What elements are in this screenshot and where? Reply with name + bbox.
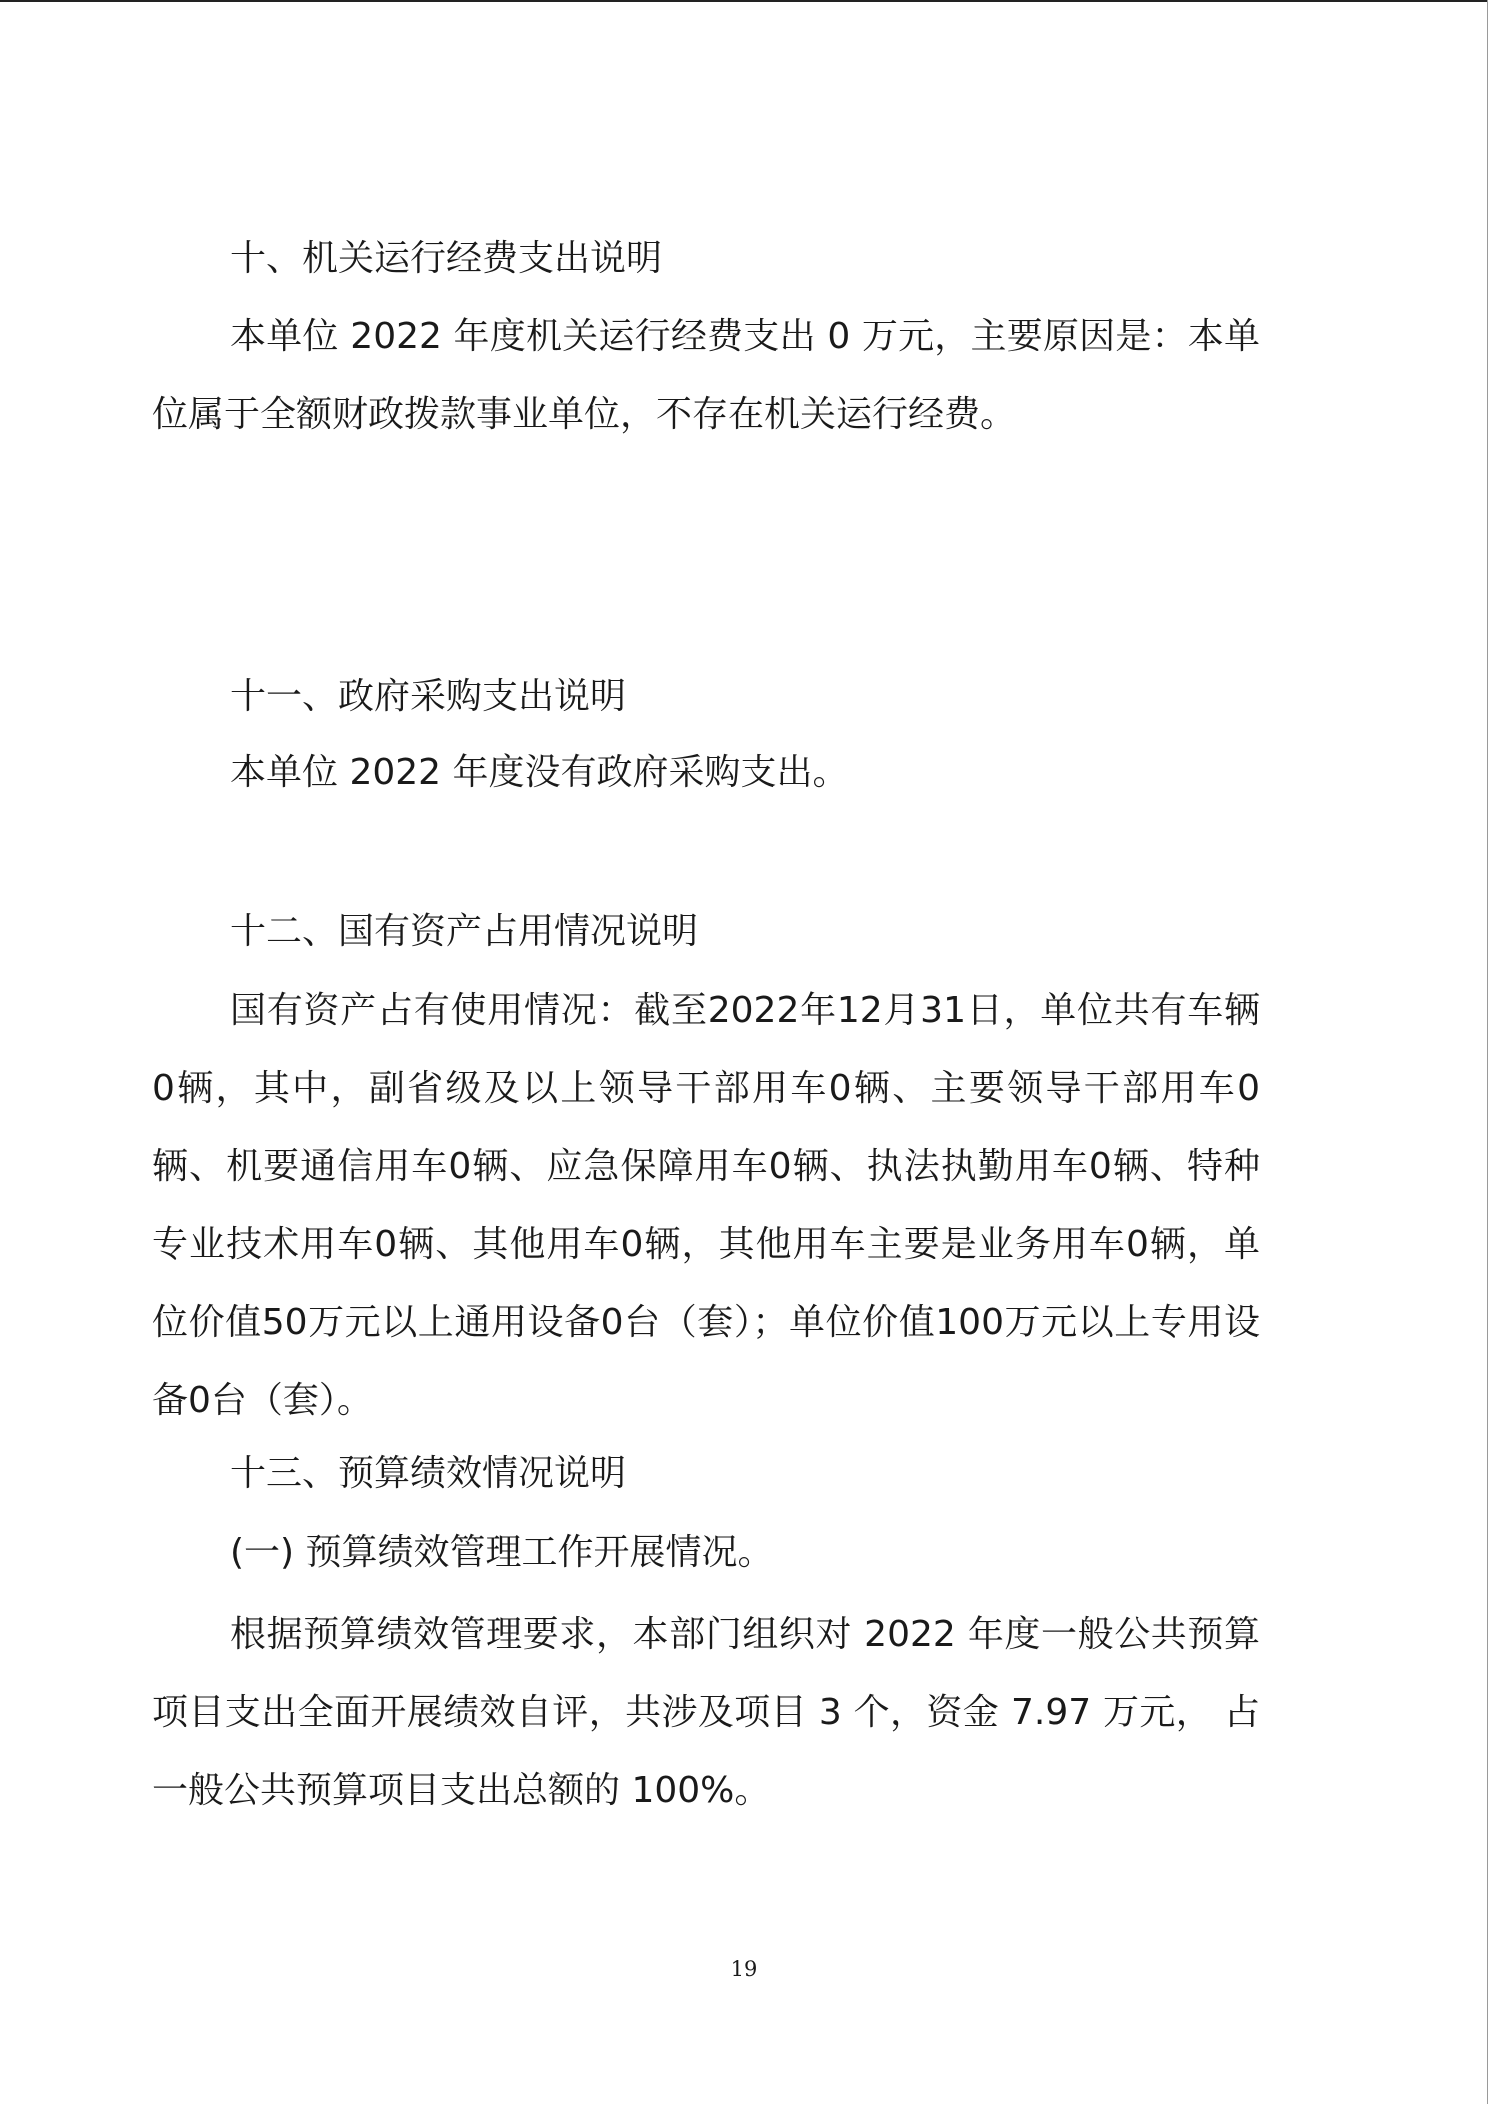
section-13-body: 根据预算绩效管理要求，本部门组织对 2022 年度一般公共预算项目支出全面开展绩效自评，共涉及项目 3 个，资金 7.97 万元， 占一般公共预算项目支出总额的 100%。	[152, 1614, 1260, 1811]
page-number: 19	[730, 1957, 758, 1981]
section-12-body: 国有资产占有使用情况：截至2022年12月31日，单位共有车辆0辆，其中，副省级及以上领导干部用车0辆、主要领导干部用车0辆、机要通信用车0辆、应急保障用车0辆、执法执勤用车0辆、特种专业技术用车0辆、其他用车0辆，其他用车主要是业务用车0辆，单位价值50万元以上通用设备0台（套）；单位价值100万元以上专用设备0台（套）。	[152, 990, 1260, 1421]
section-13-heading: 十三、预算绩效情况说明	[230, 1453, 627, 1494]
section-11-heading: 十一、政府采购支出说明	[230, 676, 627, 717]
page-top-border	[0, 0, 1488, 2]
section-10-heading: 十、机关运行经费支出说明	[230, 238, 663, 279]
section-12-heading: 十二、国有资产占用情况说明	[230, 911, 699, 952]
section-11-body: 本单位 2022 年度没有政府采购支出。	[230, 752, 849, 793]
section-13-subheading: (一) 预算绩效管理工作开展情况。	[230, 1532, 774, 1573]
section-10-body: 本单位 2022 年度机关运行经费支出 0 万元，主要原因是：本单位属于全额财政拨款事业单位，不存在机关运行经费。	[152, 316, 1260, 435]
